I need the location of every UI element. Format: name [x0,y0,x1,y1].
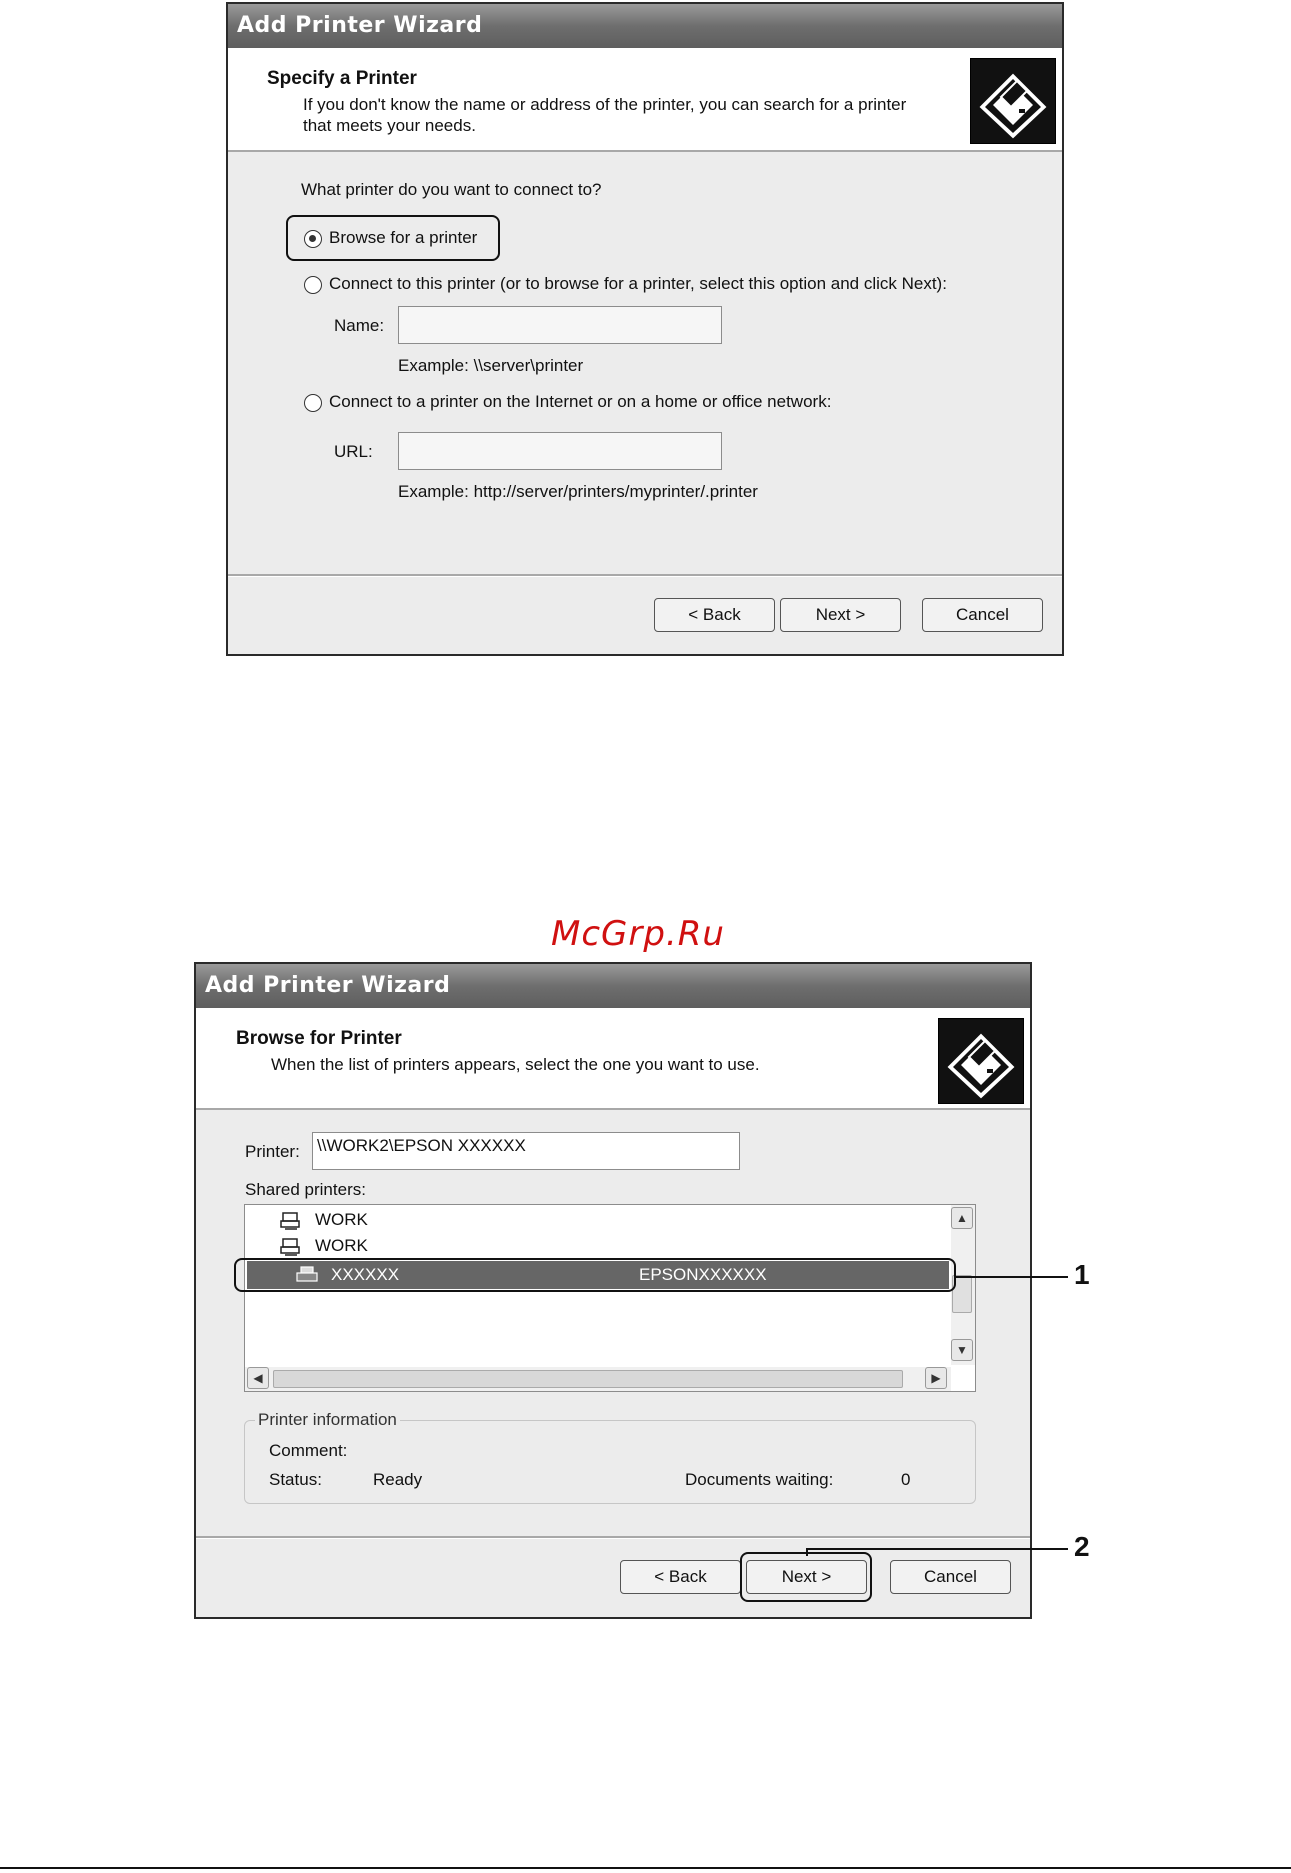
header-title: Specify a Printer [267,68,417,89]
scroll-up-button[interactable]: ▲ [951,1207,973,1229]
cancel-button[interactable]: Cancel [890,1560,1011,1594]
callout-2-leader [806,1548,1068,1550]
printer-icon [295,1265,319,1294]
dialog-title: Add Printer Wizard [237,13,483,38]
dialog-title-bar[interactable] [228,4,1062,48]
scroll-thumb[interactable] [952,1275,972,1313]
documents-waiting-value: 0 [901,1470,911,1489]
dialog-title: Add Printer Wizard [205,973,451,998]
back-button[interactable]: < Back [654,598,775,632]
scroll-right-button[interactable]: ▶ [925,1367,947,1389]
header-subtitle: When the list of printers appears, select the one you want to use. [271,1055,760,1074]
printer-label: Printer: [245,1142,300,1161]
group-legend: Printer information [255,1410,400,1430]
add-printer-wizard-dialog-2 [194,962,1032,1619]
callout-1-number: 1 [1074,1259,1090,1290]
name-example: Example: \\server\printer [398,356,584,375]
list-item[interactable] [245,1207,975,1233]
button-separator [228,574,1062,577]
browse-option-label[interactable]: Browse for a printer [329,228,478,247]
question-label: What printer do you want to connect to? [301,180,602,199]
button-separator [196,1536,1030,1539]
page-bottom-rule [0,1867,1291,1869]
list-item-model: EPSONXXXXXX [639,1265,767,1284]
scroll-left-button[interactable]: ◀ [247,1367,269,1389]
cancel-button[interactable]: Cancel [922,598,1043,632]
header-subtitle-line2: that meets your needs. [303,116,476,135]
browse-radio[interactable] [304,230,322,248]
wizard-header [228,48,1062,152]
next-button[interactable]: Next > [746,1560,867,1594]
horizontal-scroll-thumb[interactable] [273,1370,903,1388]
shared-printers-list[interactable] [244,1204,976,1392]
header-subtitle-line1: If you don't know the name or address of the printer, you can search for a printer [303,95,907,114]
connect-to-printer-radio[interactable] [304,276,322,294]
internet-option-label[interactable]: Connect to a printer on the Internet or on a home or office network: [329,392,832,411]
url-input[interactable] [398,432,722,470]
list-item-name: XXXXXX [331,1265,400,1284]
status-label: Status: [269,1470,322,1489]
name-label: Name: [334,316,385,335]
list-item-name: WORK [315,1236,368,1255]
printer-wizard-icon [938,1018,1024,1104]
back-button[interactable]: < Back [620,1560,741,1594]
connect-option-label[interactable]: Connect to this printer (or to browse for a printer, select this option and click Next): [329,274,947,293]
next-button[interactable]: Next > [780,598,901,632]
list-item[interactable] [245,1233,975,1259]
printer-path-input[interactable]: \\WORK2\EPSON XXXXXX [312,1132,740,1170]
comment-label: Comment: [269,1441,348,1460]
url-label: URL: [334,442,373,461]
status-value: Ready [373,1470,423,1489]
callout-2-leader-drop [806,1548,808,1556]
connect-internet-radio[interactable] [304,394,322,412]
list-item-selected[interactable] [247,1261,949,1289]
list-item-name: WORK [315,1210,368,1229]
header-title: Browse for Printer [236,1028,402,1049]
documents-waiting-label: Documents waiting: [685,1470,834,1489]
dialog-title-bar[interactable] [196,964,1030,1008]
watermark-text: McGrp.Ru [551,914,725,954]
wizard-header [196,1008,1030,1110]
url-example: Example: http://server/printers/myprinter/.printer [398,482,758,501]
printer-wizard-icon [970,58,1056,144]
scroll-down-button[interactable]: ▼ [951,1339,973,1361]
add-printer-wizard-dialog-1 [226,2,1064,656]
printer-information-group [244,1410,976,1504]
callout-1-leader [954,1276,1068,1278]
name-input[interactable] [398,306,722,344]
callout-2-number: 2 [1074,1531,1090,1562]
shared-printers-label: Shared printers: [245,1180,366,1199]
